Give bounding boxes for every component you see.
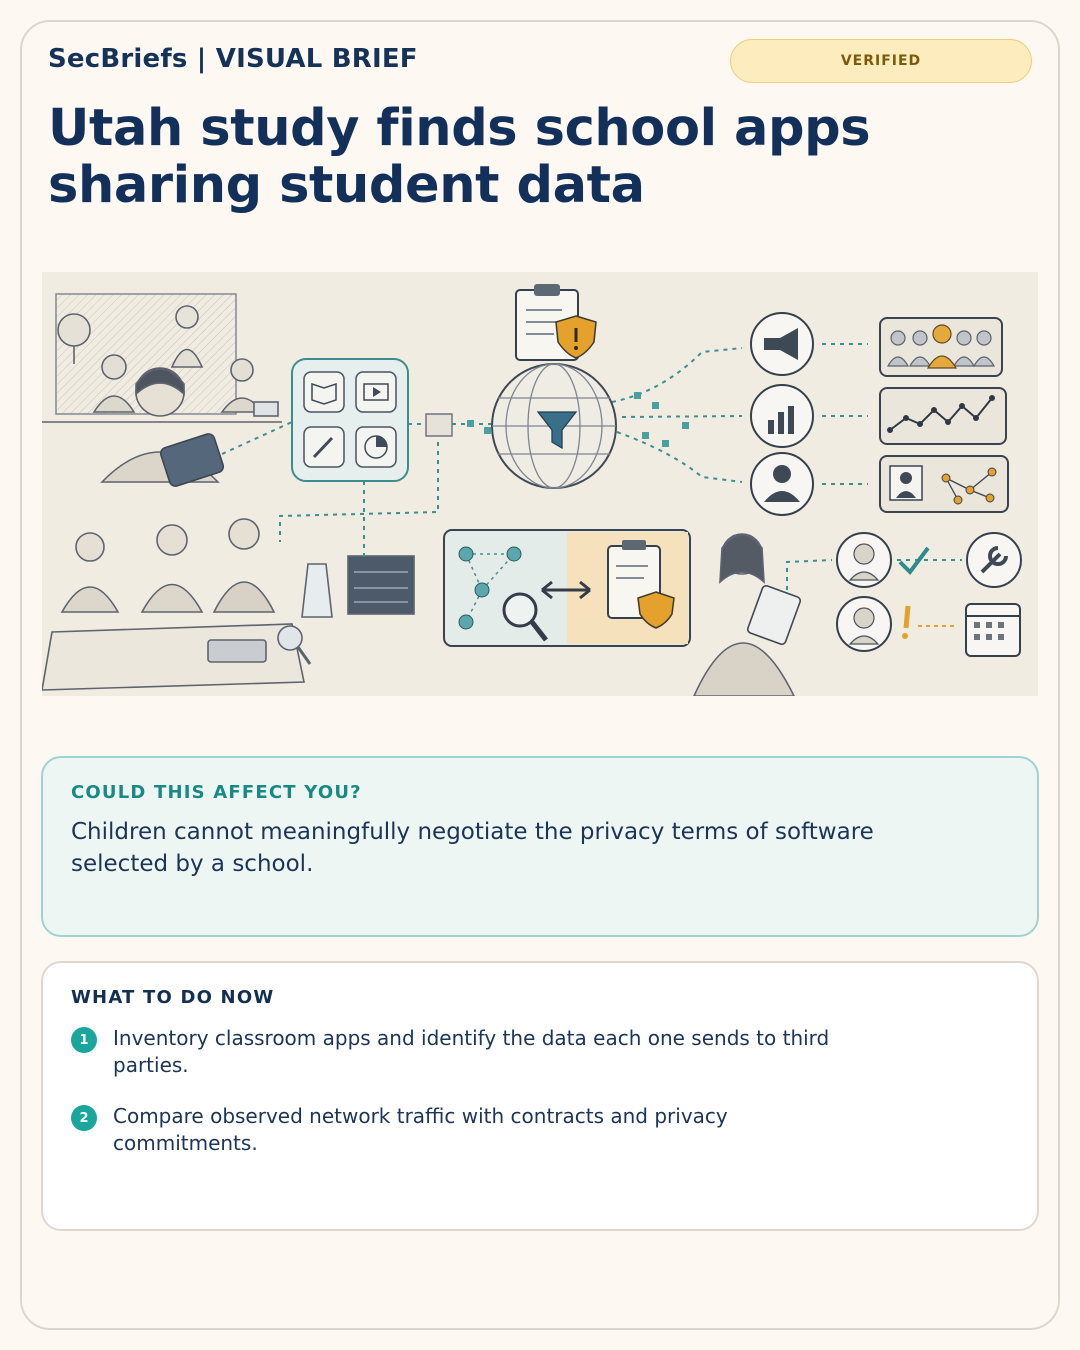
todo-panel (41, 961, 1039, 1231)
verified-badge: VERIFIED (730, 39, 1032, 83)
data-flow-illustration (42, 272, 1038, 696)
page-title: Utah study finds school apps sharing student data (48, 99, 871, 215)
profile-network-panel (880, 456, 1008, 512)
step-number-badge: 1 (71, 1027, 97, 1053)
affect-panel (41, 756, 1039, 937)
hero-illustration (42, 272, 1038, 696)
calendar-icon (966, 604, 1020, 656)
audience-panel (880, 318, 1002, 376)
step-text: Compare observed network traffic with contracts and privacy commitments. (113, 1104, 728, 1155)
todo-heading: WHAT TO DO NOW (71, 987, 275, 1008)
step-text: Inventory classroom apps and identify the data each one sends to third parties. (113, 1026, 830, 1077)
step-number-badge: 2 (71, 1105, 97, 1131)
app-grid-icon (292, 359, 408, 481)
affect-heading: COULD THIS AFFECT YOU? (71, 782, 362, 803)
affect-body-text: Children cannot meaningfully negotiate the privacy terms of software selected by a school. (71, 819, 874, 877)
brand-title: SecBriefs | VISUAL BRIEF (48, 44, 418, 74)
globe-funnel-icon (492, 364, 616, 488)
trend-panel (880, 388, 1006, 444)
compare-panel (444, 530, 690, 646)
